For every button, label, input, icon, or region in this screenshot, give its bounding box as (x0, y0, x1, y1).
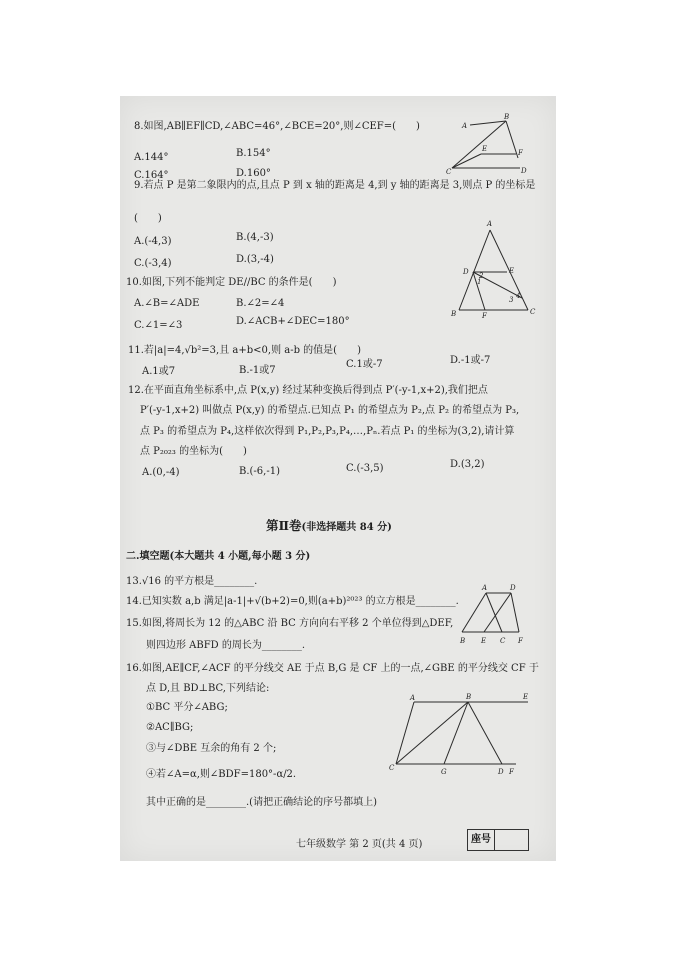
q8-option-b: B.154° (236, 148, 271, 159)
fig8-label-a: A (462, 122, 468, 130)
fig15-label-d: D (510, 584, 516, 592)
q8-figure (440, 112, 540, 176)
q12-line-2: P′(-y-1,x+2) 叫做点 P(x,y) 的希望点.已知点 P₁ 的希望点为 P₂,点 P₂ 的希望点为 P₃, (140, 405, 520, 416)
q16-conclusion-3: ③与∠DBE 互余的角有 2 个; (146, 743, 277, 754)
q12-line-3: 点 P₃ 的希望点为 P₄,这样依次得到 P₁,P₂,P₃,P₄,…,Pₙ.若点 P₁ 的坐标为(3,2),请计算 (140, 426, 515, 437)
fig10-label-a: A (487, 220, 493, 228)
q10-figure (446, 218, 538, 318)
fig15-label-a: A (482, 584, 488, 592)
seat-label: 座号 (468, 830, 495, 850)
q8-option-c: C.164° (134, 170, 169, 181)
q8-option-a: A.144° (134, 152, 169, 163)
q16-conclusion-2: ②AC∥BG; (146, 722, 194, 733)
q12-option-a: A.(0,-4) (142, 467, 180, 478)
fig16-label-d: D (498, 768, 504, 776)
q12-line-1: 12.在平面直角坐标系中,点 P(x,y) 经过某种变换后得到点 P′(-y-1,x+2),我们把点 (128, 385, 488, 396)
fig15-label-b: B (460, 637, 466, 645)
fig10-label-d: D (463, 268, 469, 276)
q15-line-2: 则四边形 ABFD 的周长为________. (146, 640, 306, 651)
fig8-label-f: F (518, 149, 523, 157)
q14-text: 14.已知实数 a,b 满足|a-1|+√(b+2)=0,则(a+b)²⁰²³ 的立方根是________. (126, 596, 459, 607)
q15-line-1: 15.如图,将周长为 12 的△ABC 沿 BC 方向向右平移 2 个单位得到△DEF, (126, 618, 454, 629)
q10-option-a: A.∠B=∠ADE (134, 298, 200, 309)
fig15-label-e: E (481, 637, 487, 645)
q12-line-4: 点 P₂₀₂₃ 的坐标为( ) (140, 446, 247, 457)
q10-option-c: C.∠1=∠3 (134, 320, 183, 331)
fig16-label-b: B (466, 693, 472, 701)
fig15-label-c: C (500, 637, 506, 645)
q10-option-b: B.∠2=∠4 (236, 298, 285, 309)
fig8-label-e: E (482, 145, 488, 153)
q16-conclusion-4: ④若∠A=α,则∠BDF=180°-α/2. (146, 769, 297, 780)
q16-figure (386, 694, 536, 780)
fig10-angle-4: 4 (516, 292, 521, 300)
q11-option-b: B.-1或7 (239, 365, 276, 376)
q9-paren: ( ) (134, 213, 162, 224)
seat-number-box (467, 829, 529, 851)
q8-option-d: D.160° (236, 168, 271, 179)
q16-answer-line: 其中正确的是________.(请把正确结论的序号都填上) (146, 797, 377, 808)
q9-stem: 9.若点 P 是第二象限内的点,且点 P 到 x 轴的距离是 4,到 y 轴的距离是 3,则点 P 的坐标是 (134, 180, 536, 191)
q9-option-a: A.(-4,3) (134, 236, 172, 247)
q15-figure (455, 584, 535, 646)
fig10-angle-3: 3 (509, 296, 514, 304)
part2-title: 第Ⅱ卷(非选择题共 84 分) (266, 518, 392, 533)
q16-line-2: 点 D,且 BD⊥BC,下列结论: (146, 683, 270, 694)
page-footer: 七年级数学 第 2 页(共 4 页) (296, 839, 423, 850)
q9-option-b: B.(4,-3) (236, 232, 274, 243)
q12-option-c: C.(-3,5) (346, 463, 384, 474)
fig16-label-a: A (410, 694, 416, 702)
fig8-label-c: C (446, 168, 452, 176)
fig10-label-b: B (451, 310, 457, 318)
fig16-label-g: G (441, 768, 447, 776)
q11-option-d: D.-1或-7 (450, 355, 491, 366)
q16-conclusion-1: ①BC 平分∠ABG; (146, 702, 228, 713)
fig15-label-f: F (518, 637, 523, 645)
q11-option-a: A.1或7 (142, 366, 176, 377)
q10-option-d: D.∠ACB+∠DEC=180° (236, 316, 350, 327)
q8-stem: 8.如图,AB∥EF∥CD,∠ABC=46°,∠BCE=20°,则∠CEF=( ) (134, 121, 420, 132)
q12-option-b: B.(-6,-1) (239, 466, 280, 477)
fig16-label-e: E (523, 693, 529, 701)
q9-option-c: C.(-3,4) (134, 258, 172, 269)
fig10-label-c: C (530, 308, 536, 316)
q11-stem: 11.若|a|=4,√b²=3,且 a+b<0,则 a-b 的值是( ) (128, 345, 361, 356)
fig16-label-f: F (509, 768, 514, 776)
q16-line-1: 16.如图,AE∥CF,∠ACF 的平分线交 AE 于点 B,G 是 CF 上的一点,∠GBE 的平分线交 CF 于 (126, 663, 539, 674)
q11-option-c: C.1或-7 (346, 359, 383, 370)
q13-text: 13.√16 的平方根是________. (126, 576, 258, 587)
fig16-label-c: C (389, 764, 395, 772)
q9-option-d: D.(3,-4) (236, 254, 274, 265)
section2-title: 二.填空题(本大题共 4 小题,每小题 3 分) (126, 551, 311, 562)
fig10-label-f: F (482, 312, 487, 320)
fig10-angle-2: 2 (479, 272, 484, 280)
fig8-label-b: B (504, 113, 510, 121)
fig10-angle-1: 1 (477, 278, 482, 286)
q12-option-d: D.(3,2) (450, 459, 485, 470)
q10-stem: 10.如图,下列不能判定 DE//BC 的条件是( ) (126, 277, 337, 288)
fig10-label-e: E (509, 267, 515, 275)
fig8-label-d: D (521, 167, 527, 175)
